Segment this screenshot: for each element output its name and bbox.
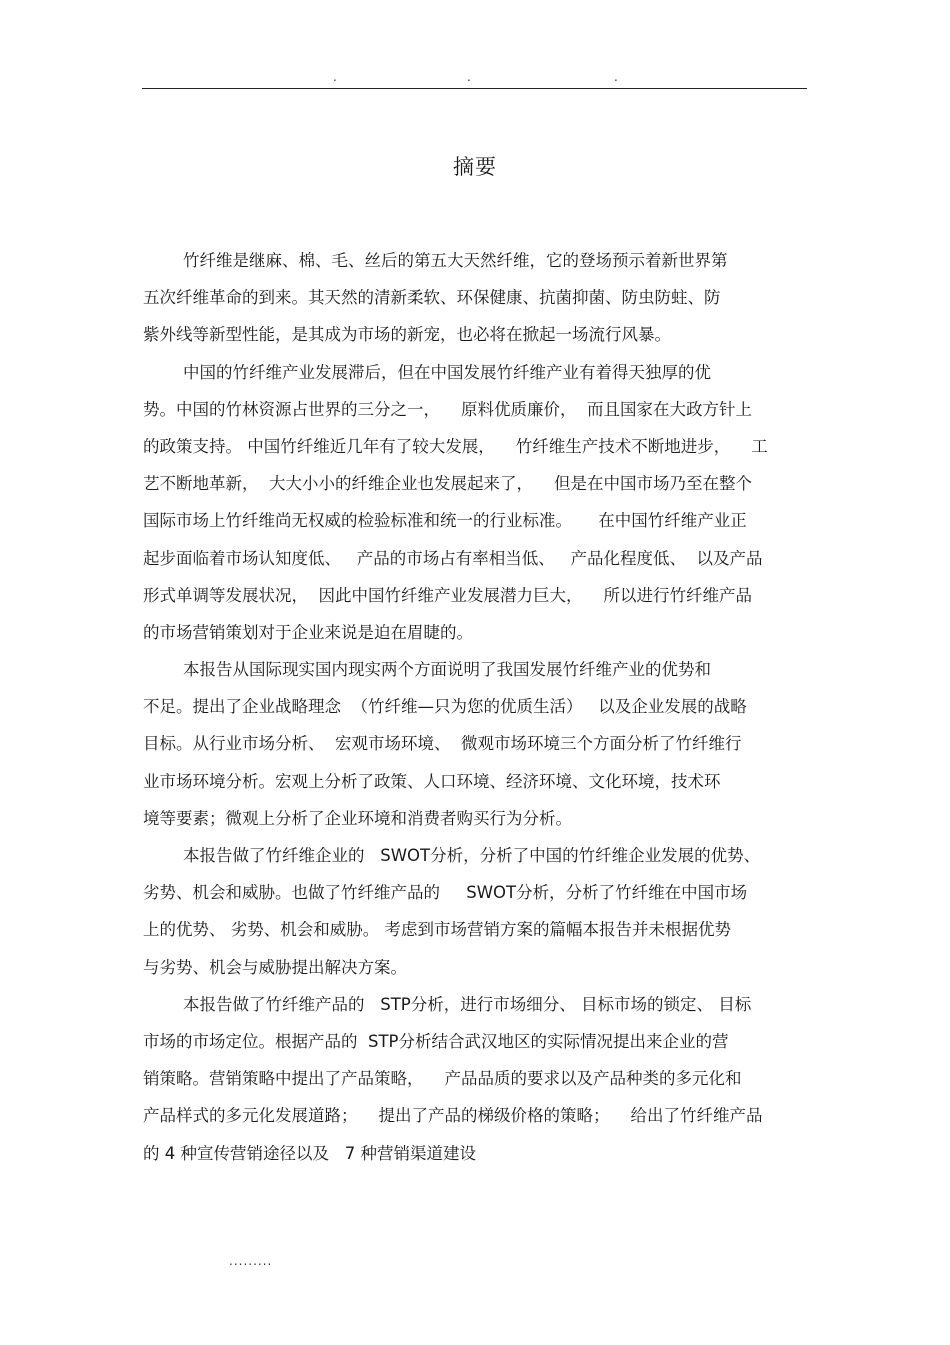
- page-title: 摘要: [453, 155, 497, 179]
- text-line: 目标。从行业市场分析、 宏观市场环境、 微观市场环境三个方面分析了竹纤维行: [143, 734, 742, 754]
- text-line: 上的优势、 劣势、机会和威胁。 考虑到市场营销方案的篇幅本报告并未根据优势: [143, 920, 731, 940]
- text-line: 势。中国的竹林资源占世界的三分之一， 原料优质廉价， 而且国家在大政方针上: [143, 399, 752, 419]
- text-line: 本报告做了竹纤维产品的 STP分析，进行市场细分、 目标市场的锁定、 目标: [183, 994, 752, 1014]
- paragraph-4: [143, 837, 808, 986]
- text-line: 艺不断地革新， 大大小小的纤维企业也发展起来了， 但是在中国市场乃至在整个: [143, 474, 752, 494]
- header-dot: .: [333, 70, 337, 84]
- text-line: 业市场环境分析。宏观上分析了政策、人口环境、经济环境、文化环境，技术环: [143, 771, 721, 791]
- text-line: 产品样式的多元化发展道路； 提出了产品的梯级价格的策略； 给出了竹纤维产品: [143, 1106, 763, 1126]
- text-line: 与劣势、机会与威胁提出解决方案。: [143, 957, 407, 977]
- paragraph-1: [143, 242, 808, 354]
- paragraph-3: [143, 651, 808, 837]
- text-line: 国际市场上竹纤维尚无权威的检验标准和统一的行业标准。 在中国竹纤维产业正: [143, 511, 747, 531]
- header-dots: [142, 70, 807, 84]
- text-line: 起步面临着市场认知度低、 产品的市场占有率相当低、 产品化程度低、 以及产品: [143, 548, 763, 568]
- text-line: 不足。提出了企业战略理念 （竹纤维—只为您的优质生活） 以及企业发展的战略: [143, 697, 747, 717]
- abstract-body: [143, 242, 808, 1172]
- text-line: 的市场营销策划对于企业来说是迫在眉睫的。: [143, 622, 473, 642]
- text-line: 境等要素；微观上分析了企业环境和消费者购买行为分析。: [143, 808, 572, 828]
- text-line: 市场的市场定位。根据产品的 STP分析结合武汉地区的实际情况提出来企业的营: [143, 1031, 729, 1051]
- text-line: 劣势、机会和威胁。也做了竹纤维产品的 SWOT分析，分析了竹纤维在中国市场: [143, 883, 748, 903]
- text-line: 的政策支持。 中国竹纤维近几年有了较大发展， 竹纤维生产技术不断地进步， 工: [143, 436, 768, 456]
- text-line: 五次纤维革命的到来。其天然的清新柔软、环保健康、抗菌抑菌、防虫防蛀、防: [143, 288, 721, 308]
- text-line: 紫外线等新型性能，是其成为市场的新宠，也必将在掀起一场流行风暴。: [143, 325, 671, 345]
- text-line: 中国的竹纤维产业发展滞后，但在中国发展竹纤维产业有着得天独厚的优: [183, 362, 711, 382]
- text-line: 的 4 种宣传营销途径以及 7 种营销渠道建设: [143, 1143, 476, 1163]
- text-line: 形式单调等发展状况， 因此中国竹纤维产业发展潜力巨大， 所以进行竹纤维产品: [143, 585, 752, 605]
- paragraph-5: [143, 986, 808, 1172]
- footer-dots: .........: [229, 1254, 273, 1268]
- header-dot: .: [614, 70, 618, 84]
- header-rule: [142, 88, 807, 89]
- text-line: 本报告做了竹纤维企业的 SWOT分析，分析了中国的竹纤维企业发展的优势、: [183, 846, 761, 865]
- text-line: 竹纤维是继麻、棉、毛、丝后的第五大天然纤维，它的登场预示着新世界第: [183, 251, 728, 270]
- text-line: 销策略。营销策略中提出了产品策略， 产品品质的要求以及产品种类的多元化和: [143, 1069, 742, 1089]
- header-dot: .: [467, 70, 471, 84]
- text-line: 本报告从国际现实国内现实两个方面说明了我国发展竹纤维产业的优势和: [183, 660, 711, 680]
- paragraph-2: [143, 354, 808, 652]
